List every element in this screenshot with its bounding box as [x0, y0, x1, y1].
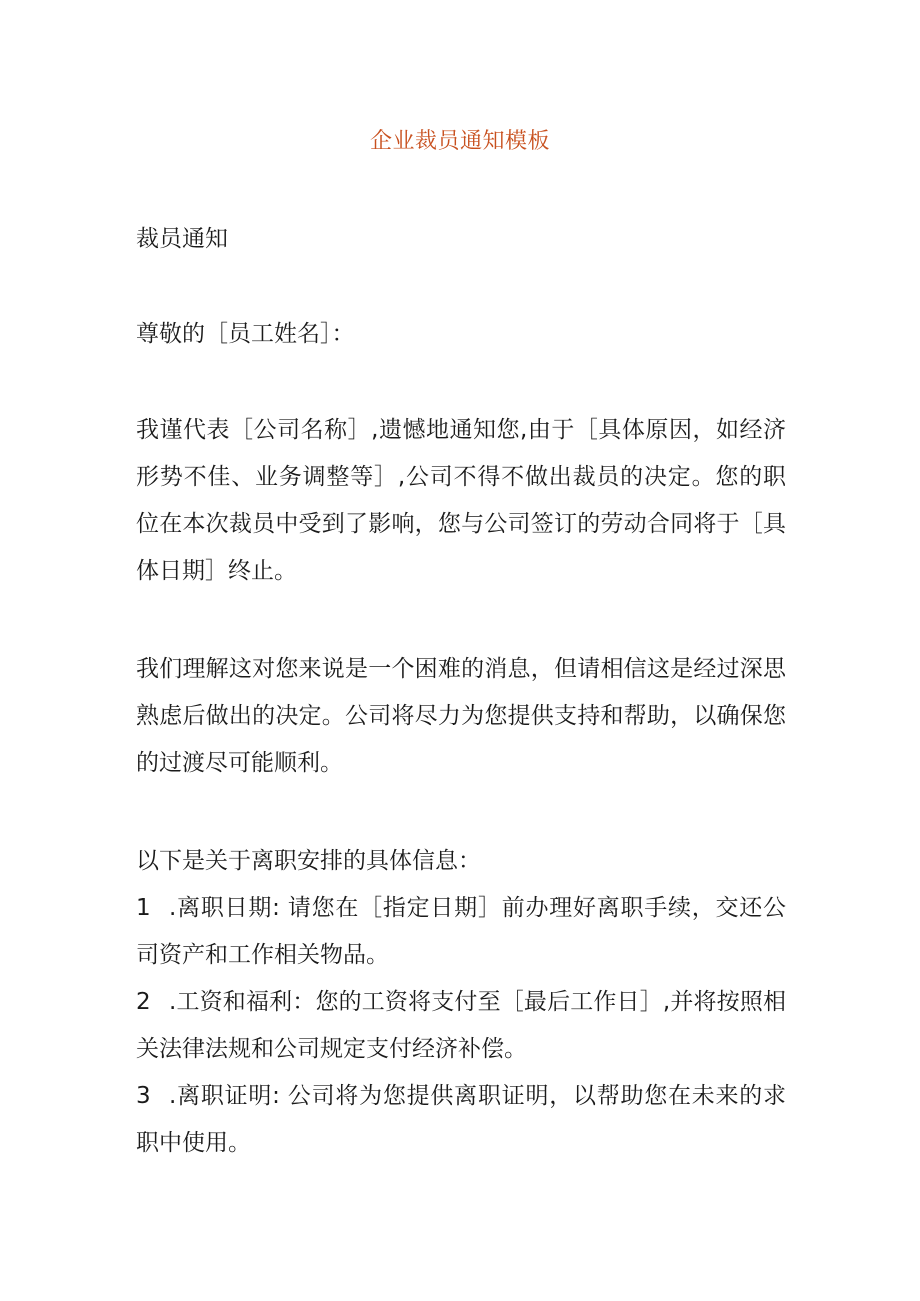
list-intro: 以下是关于离职安排的具体信息：	[136, 848, 481, 874]
list-item-text: .工资和福利：您的工资将支付至［最后工作日］,并将按照相关法律法规和公司规定支付经济补偿。	[136, 989, 786, 1062]
notice-heading: 裁员通知	[136, 226, 228, 252]
paragraph-understanding: 我们理解这对您来说是一个困难的消息，但请相信这是经过深思熟虑后做出的决定。公司将尽力为您提供支持和帮助，以确保您的过渡尽可能顺利。	[136, 656, 786, 776]
list-item-number: 2	[136, 989, 151, 1015]
arrangement-list	[136, 885, 786, 1167]
list-item-number: 3	[136, 1083, 151, 1109]
list-item-number: 1	[136, 895, 151, 921]
list-item	[136, 885, 786, 979]
list-item-text: .离职日期: 请您在［指定日期］前办理好离职手续，交还公司资产和工作相关物品。	[136, 895, 786, 968]
paragraph-notice: 我谨代表［公司名称］,遗憾地通知您,由于［具体原因，如经济形势不佳、业务调整等］,公司不得不做出裁员的决定。您的职位在本次裁员中受到了影响，您与公司签订的劳动合同将于［具体日期］终止。	[136, 417, 786, 584]
document-title: 企业裁员通知模板	[369, 129, 550, 154]
list-item	[136, 1073, 786, 1167]
salutation: 尊敬的［员工姓名］：	[136, 321, 355, 347]
list-item-text: .离职证明: 公司将为您提供离职证明，以帮助您在未来的求职中使用。	[136, 1083, 786, 1156]
list-item	[136, 979, 786, 1073]
